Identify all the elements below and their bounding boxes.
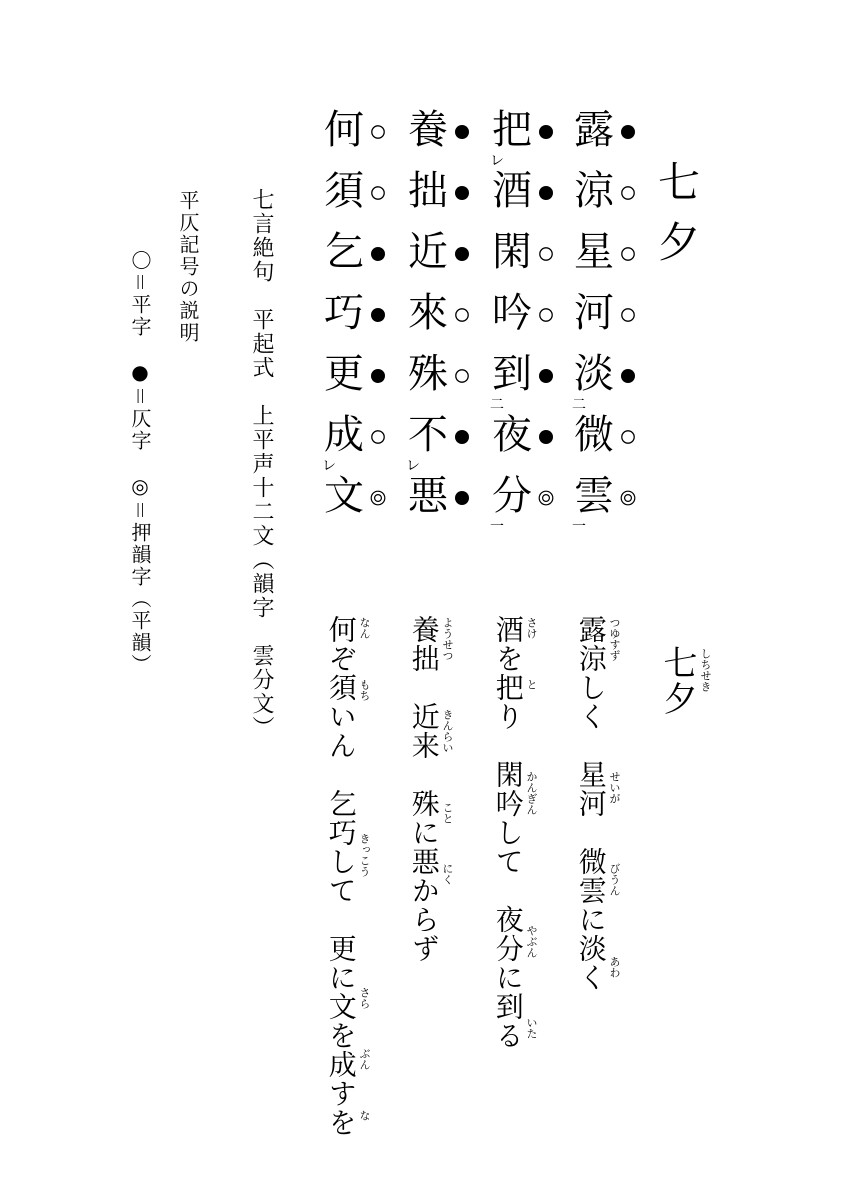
oblique-tone-mark: [538, 124, 554, 140]
level-tone-mark: [370, 429, 386, 445]
poem-cell: [406, 412, 476, 477]
poem-cell: [572, 412, 642, 477]
level-tone-mark: [620, 307, 636, 323]
oblique-tone-mark: [370, 368, 386, 384]
poem-cell: [322, 229, 392, 294]
level-tone-mark: [370, 124, 386, 140]
poem-cell: [572, 351, 642, 416]
poem-char: 閑: [492, 229, 532, 275]
poem-cell: [572, 290, 642, 355]
poem-cell: [322, 412, 392, 477]
reading-line: 露涼しく 星河 微雲に淡く: [574, 615, 608, 992]
reading-line: 何ぞ須いん 乞巧して 更に文を成すを: [324, 615, 358, 1137]
reading-ruby: びうん: [608, 863, 621, 897]
reading-ruby: ようせつ: [441, 617, 454, 661]
kaeriten-mark: 二: [490, 397, 504, 413]
poem-cell: [490, 412, 560, 477]
reading-ruby: かんぎん: [525, 771, 538, 815]
reading-ruby: いた: [525, 1017, 538, 1040]
poem-char: 河: [574, 290, 614, 336]
level-tone-mark: [538, 307, 554, 323]
poem-cell: [322, 351, 392, 416]
oblique-tone-mark: [538, 185, 554, 201]
poem-char: 悪: [408, 473, 448, 519]
form-note: 七言絶句 平起式 上平声十二文（韻字 雲分文）: [249, 188, 274, 740]
poem-char: 殊: [408, 351, 448, 397]
oblique-tone-mark: [370, 246, 386, 262]
kaeriten-mark: レ: [322, 458, 336, 474]
oblique-tone-mark: [454, 246, 470, 262]
reading-ruby: やぶん: [525, 925, 538, 958]
poem-cell: [490, 168, 560, 233]
legend-title: 平仄記号の説明: [176, 190, 200, 344]
rhyme-mark: [538, 490, 554, 506]
oblique-tone-mark: [538, 368, 554, 384]
rhyme-mark: [370, 490, 386, 506]
poem-char: 到: [492, 351, 532, 397]
rhyme-mark: [620, 490, 636, 506]
poem-char: 成: [324, 412, 364, 458]
poem-cell: [322, 290, 392, 355]
poem-char: 文: [324, 473, 364, 519]
poem-cell: [490, 107, 560, 172]
oblique-tone-mark: [620, 368, 636, 384]
poem-char: 巧: [324, 290, 364, 336]
poem-char: 把: [492, 107, 532, 153]
poem-cell: [406, 229, 476, 294]
poem-cell: [406, 290, 476, 355]
reading-ruby: せいが: [608, 771, 621, 804]
level-tone-mark: [370, 185, 386, 201]
poem-char: 夜: [492, 412, 532, 458]
reading-ruby: こと: [441, 801, 454, 824]
poem-char: 來: [408, 290, 448, 336]
poem-char: 雲: [574, 473, 614, 519]
reading-ruby: な: [358, 1109, 371, 1121]
poem-cell: [406, 473, 476, 538]
oblique-tone-mark: [538, 429, 554, 445]
oblique-tone-mark: [620, 124, 636, 140]
poem-cell: [572, 229, 642, 294]
poem-cell: [490, 229, 560, 294]
oblique-tone-mark: [454, 124, 470, 140]
reading-ruby: にく: [441, 863, 454, 886]
reading-ruby: さら: [358, 986, 371, 1009]
poem-cell: [572, 168, 642, 233]
poem-cell: [490, 290, 560, 355]
reading-ruby: ぶん: [358, 1048, 371, 1071]
reading-ruby: きっこう: [358, 832, 371, 877]
poem-char: 養: [408, 107, 448, 153]
oblique-tone-mark: [454, 185, 470, 201]
poem-cell: [490, 351, 560, 416]
poem-char: 乞: [324, 229, 364, 275]
poem-cell: [322, 168, 392, 233]
poem-cell: [322, 107, 392, 172]
poem-title: 七夕: [652, 160, 701, 280]
reading-ruby: と: [525, 678, 538, 690]
reading-ruby: さけ: [525, 617, 538, 639]
oblique-tone-mark: [454, 429, 470, 445]
poem-char: 微: [574, 412, 614, 458]
reading-title: 七夕: [657, 645, 697, 717]
poem-char: 更: [324, 351, 364, 397]
kaeriten-mark: 二: [572, 397, 586, 413]
reading-ruby: なん: [358, 617, 371, 639]
reading-ruby: あわ: [608, 955, 621, 978]
kaeriten-mark: 一: [490, 519, 504, 535]
poem-cell: [406, 107, 476, 172]
poem-cell: [490, 473, 560, 538]
poem-char: 涼: [574, 168, 614, 214]
poem-cell: [406, 351, 476, 416]
oblique-tone-mark: [370, 307, 386, 323]
poem-char: 不: [408, 412, 448, 458]
reading-ruby: つゆすず: [608, 617, 621, 661]
poem-cell: [572, 473, 642, 538]
poem-char: 淡: [574, 351, 614, 397]
poem-char: 須: [324, 168, 364, 214]
kaeriten-mark: 一: [572, 519, 586, 535]
poem-char: 星: [574, 229, 614, 275]
reading-title-ruby: しちせき: [699, 648, 712, 692]
poem-char: 露: [574, 107, 614, 153]
level-tone-mark: [620, 185, 636, 201]
poem-char: 分: [492, 473, 532, 519]
level-tone-mark: [454, 307, 470, 323]
reading-ruby: きんらい: [441, 709, 454, 754]
level-tone-mark: [454, 368, 470, 384]
kaeriten-mark: レ: [490, 153, 504, 169]
poem-char: 何: [324, 107, 364, 153]
poem-cell: [572, 107, 642, 172]
reading-ruby: もち: [358, 678, 371, 701]
poem-char: 拙: [408, 168, 448, 214]
poem-char: 吟: [492, 290, 532, 336]
legend-text: 〇＝平字 ●＝仄字 ◎＝押韻字（平韻）: [128, 250, 152, 676]
poem-cell: [406, 168, 476, 233]
level-tone-mark: [620, 429, 636, 445]
kaeriten-mark: レ: [406, 458, 420, 474]
level-tone-mark: [538, 246, 554, 262]
oblique-tone-mark: [454, 490, 470, 506]
reading-line: 酒を把り 閑吟して 夜分に到る: [491, 615, 525, 1050]
reading-line: 養拙 近来 殊に悪からず: [407, 615, 441, 963]
poem-cell: [322, 473, 392, 538]
poem-char: 近: [408, 229, 448, 275]
level-tone-mark: [620, 246, 636, 262]
poem-char: 酒: [492, 168, 532, 214]
